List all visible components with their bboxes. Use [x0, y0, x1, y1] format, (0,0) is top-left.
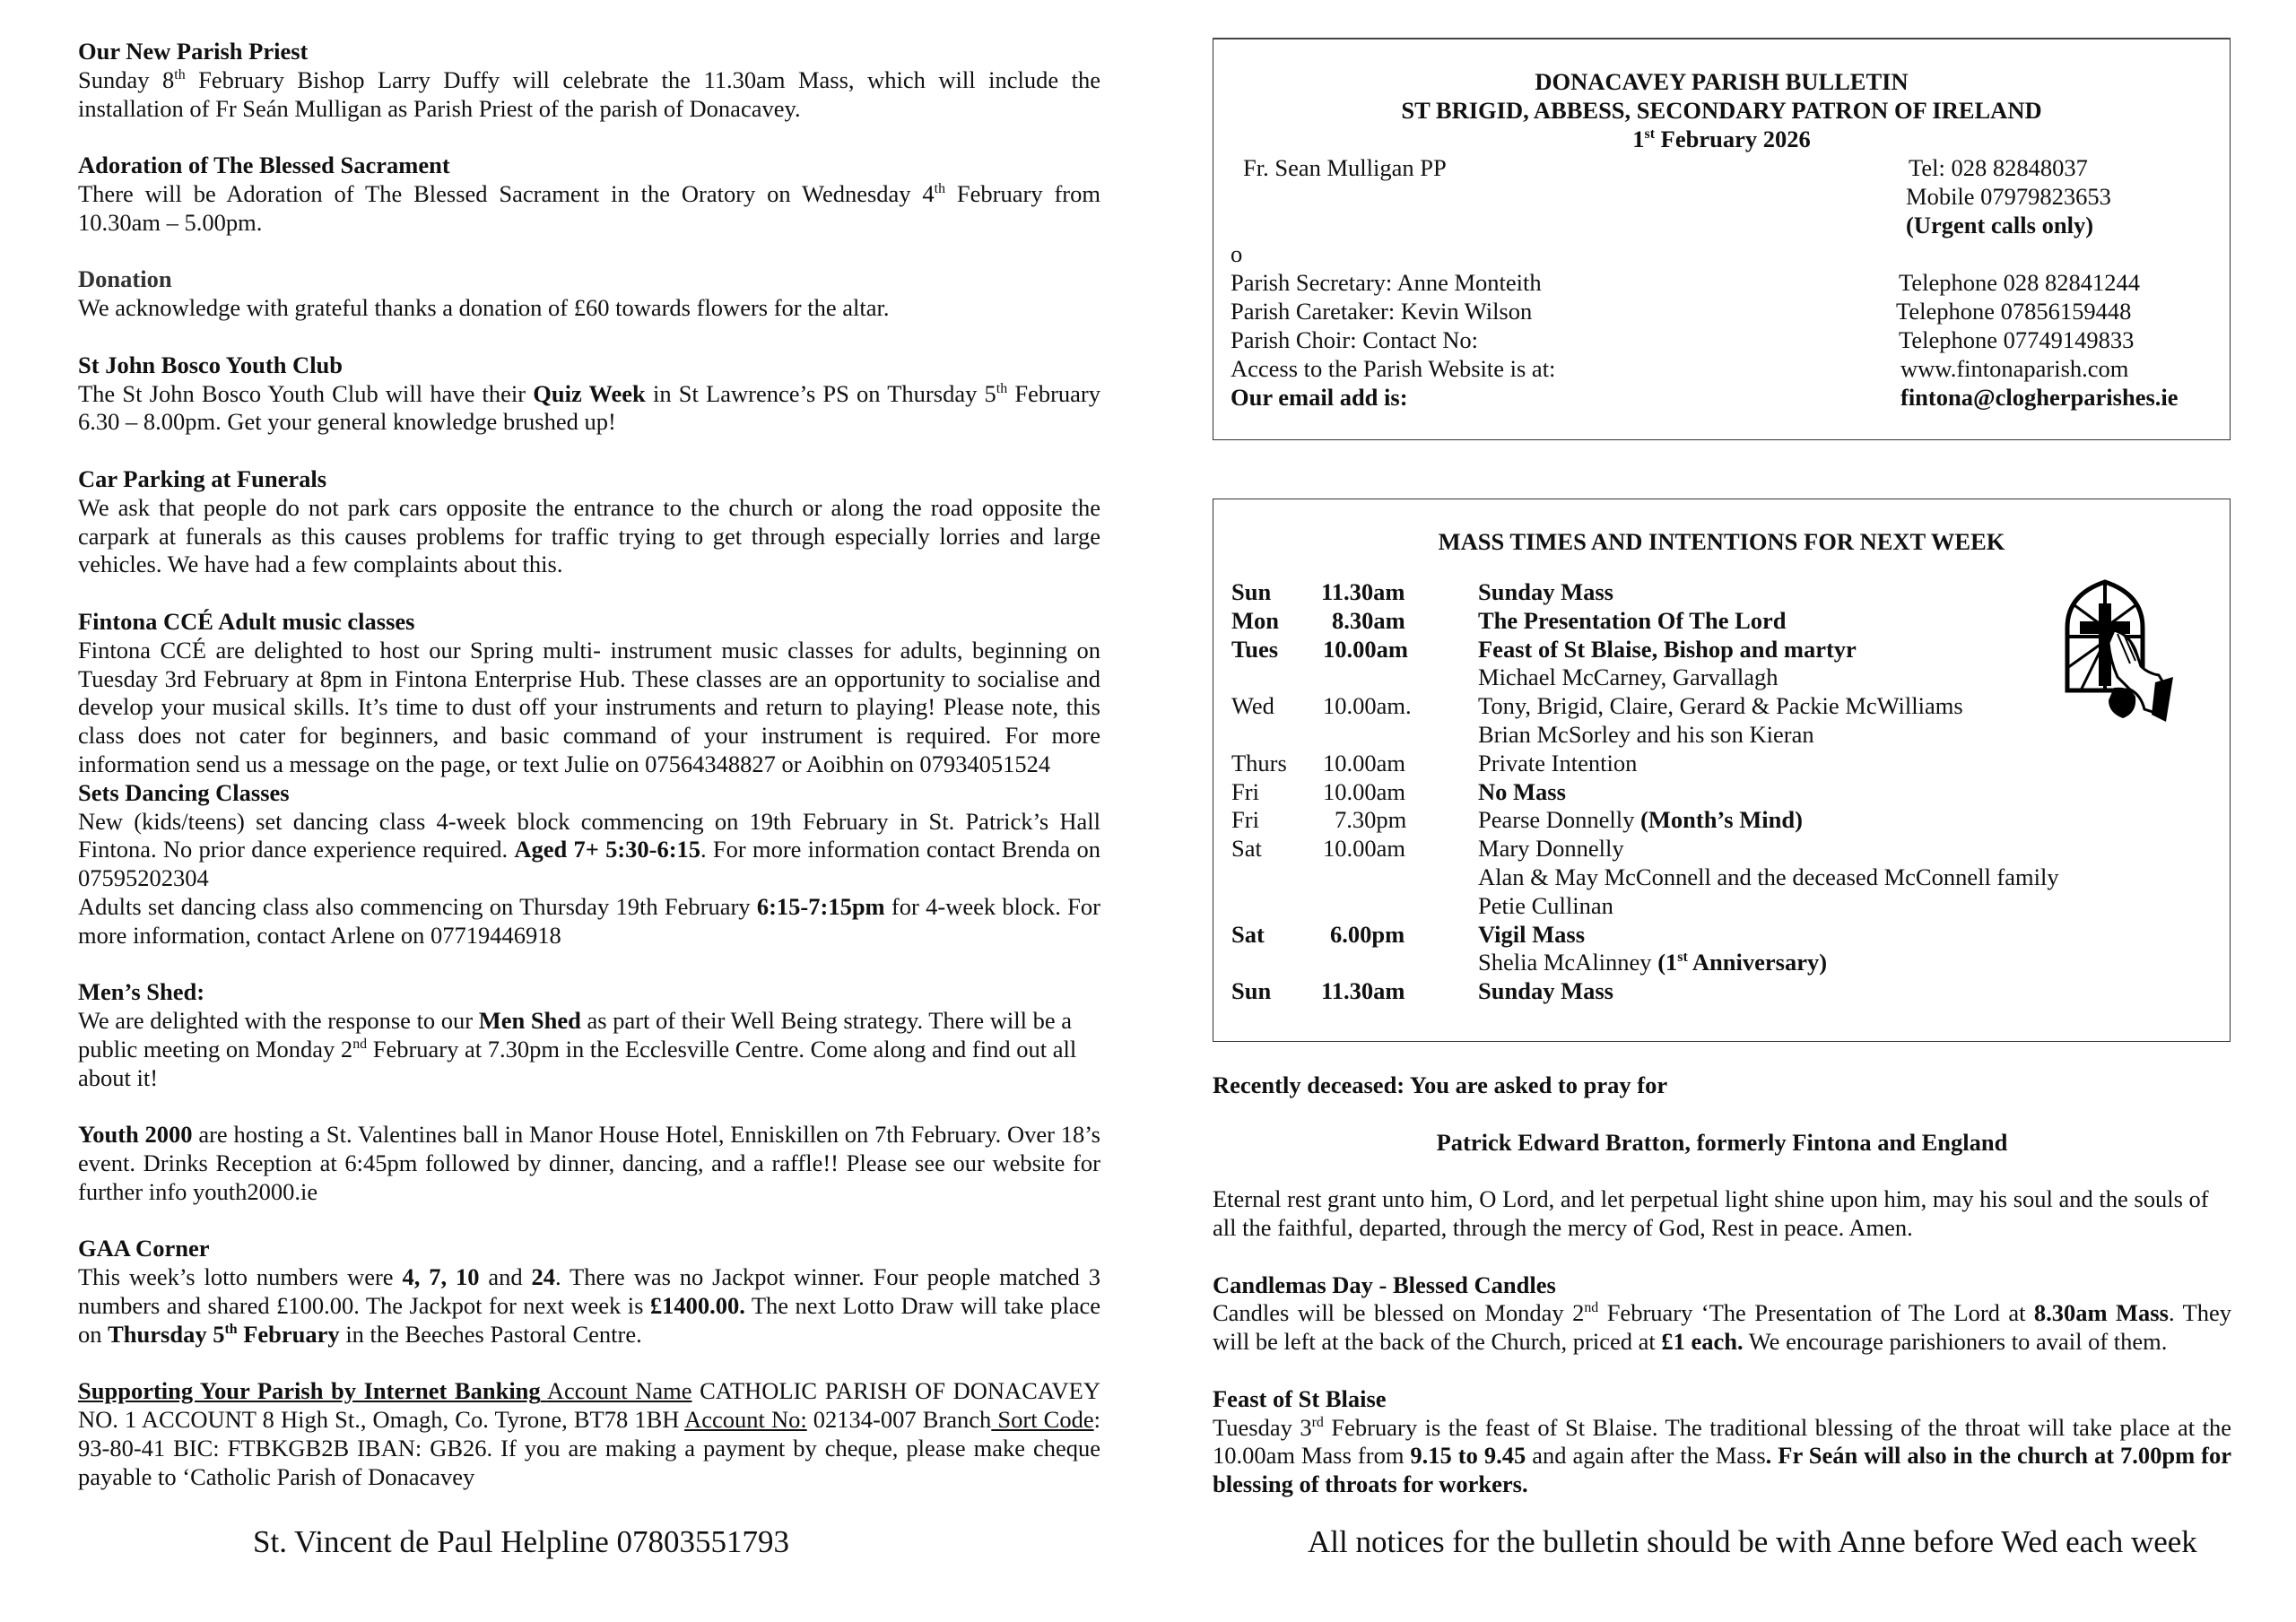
bold-text: Thursday 5 — [108, 1320, 225, 1348]
text: and — [479, 1263, 532, 1291]
mass-intention — [1478, 664, 1779, 692]
intention-text: Petie Cullinan — [1478, 891, 1613, 919]
bulletin-date — [1213, 126, 2230, 154]
ordinal-suffix: nd — [352, 1037, 368, 1053]
intention-note: Anniversary) — [1687, 949, 1828, 976]
intention-text: Feast of St Blaise, Bishop and martyr — [1478, 635, 1857, 663]
notice-adoration — [78, 152, 1100, 237]
intention-text: Michael McCarney, Garvallagh — [1478, 664, 1779, 691]
text: Sunday 8 — [78, 65, 175, 93]
intention-text: Tony, Brigid, Claire, Gerard & Packie McWilliams — [1478, 692, 1963, 720]
text: February 2026 — [1655, 126, 1811, 152]
notice-donation — [78, 265, 1100, 323]
notice-heading: Sets Dancing Classes — [78, 778, 290, 806]
intention-text: Mary Donnelly — [1478, 835, 1624, 863]
mass-day: Sat — [1231, 835, 1262, 863]
notice-new-parish-priest — [78, 38, 1100, 123]
notice-heading: Adoration of The Blessed Sacrament — [78, 152, 450, 179]
text: in the Beeches Pastoral Centre. — [339, 1320, 642, 1348]
notice-body — [1213, 1299, 2231, 1357]
notice-body — [78, 1007, 1100, 1092]
notice-car-parking — [78, 465, 1100, 579]
notice-internet-banking — [78, 1377, 1100, 1491]
bold-text: 6:15-7:15pm — [756, 892, 885, 920]
mass-times-title: MASS TIMES AND INTENTIONS FOR NEXT WEEK — [1438, 528, 2005, 555]
notice-heading: Fintona CCÉ Adult music classes — [78, 607, 415, 635]
deceased-heading: Recently deceased: You are asked to pray for — [1213, 1071, 1668, 1098]
notice-body — [78, 180, 1100, 238]
priest-name: Fr. Sean Mulligan PP — [1243, 154, 1447, 181]
mass-intention — [1478, 750, 1637, 778]
notice-heading: Supporting Your Parish by Internet Banking — [78, 1377, 541, 1405]
notice-body — [78, 66, 1100, 124]
ordinal-suffix: th — [996, 380, 1008, 396]
intention-text: Private Intention — [1478, 749, 1638, 776]
text: for 4-week block. For more information, contact Arlene on 07719446918 — [78, 892, 1100, 949]
notice-body: Fintona CCÉ are delighted to host our Spring multi- instrument music classes for adults, beginning on Tuesday 3rd February at 8pm in Fintona Enterprise Hub. These classes are an opportunity to socialise and develop your musical skills. It’s time to dust off your instruments and return to playing! Please note, this class does not cater for beginners, and basic command of your instrument is required. For more information send us a message on the page, or text Julie on 07564348827 or Aoibhin on 07934051524 — [78, 636, 1100, 777]
stray-character: o — [1231, 240, 1243, 267]
notice-heading: Donation — [78, 265, 172, 293]
bold-text: 4, 7, 10 — [402, 1263, 480, 1291]
contact-value: Telephone 07749149833 — [1899, 326, 2135, 353]
text: February ‘The Presentation of The Lord at — [1598, 1299, 2034, 1327]
mass-intention — [1478, 977, 1613, 1006]
bold-text: Quiz Week — [533, 379, 646, 407]
ordinal-suffix: th — [934, 181, 946, 197]
bold-text: £1 each. — [1661, 1328, 1744, 1356]
text: in St Lawrence’s PS on Thursday 5 — [645, 379, 996, 407]
intention-note: (Month’s Mind) — [1640, 806, 1803, 834]
text: . They will be left at the back of the Church, priced at — [1213, 1299, 2231, 1356]
text: February at 7.30pm in the Ecclesville Centre. Come along and find out all about it! — [78, 1035, 1077, 1091]
bold-text: Youth 2000 — [78, 1121, 193, 1149]
mass-day: Tues — [1231, 635, 1279, 663]
mass-time: 10.00am — [1323, 635, 1408, 663]
notice-st-blaise — [1213, 1385, 2231, 1499]
text: . There was no Jackpot winner. Four people matched 3 numbers and shared £100.00. The Jackpot for next week is — [78, 1263, 1100, 1320]
mass-times-box — [1213, 499, 2231, 1042]
text: Adults set dancing class also commencing on Thursday 19th February — [78, 892, 757, 920]
notice-mens-shed — [78, 978, 1100, 1092]
mass-time: 10.00am. — [1323, 692, 1412, 720]
mass-day: Fri — [1231, 806, 1259, 834]
mass-time: 11.30am — [1321, 977, 1405, 1005]
notice-body — [78, 1263, 1100, 1349]
notice-body — [1213, 1414, 2231, 1499]
ordinal-suffix: th — [224, 1322, 238, 1338]
intention-text: Shelia McAlinney — [1478, 949, 1658, 976]
mass-time: 11.30am — [1321, 578, 1405, 605]
intention-text: Vigil Mass — [1478, 920, 1586, 948]
ordinal-suffix: th — [174, 66, 186, 82]
bulletin-title: DONACAVEY PARISH BULLETIN — [1535, 68, 1909, 95]
mass-intention — [1478, 949, 1827, 977]
text: The St John Bosco Youth Club will have their — [78, 379, 534, 407]
notice-body — [78, 380, 1100, 438]
text: Candles will be blessed on Monday 2 — [1213, 1299, 1585, 1327]
notice-body: We acknowledge with grateful thanks a donation of £60 towards flowers for the altar. — [78, 294, 890, 322]
mass-day: Sun — [1231, 578, 1272, 605]
mass-day: Sun — [1231, 977, 1272, 1005]
church-window-cross-praying-hands-icon — [2058, 578, 2193, 731]
notice-youth-2000 — [78, 1121, 1100, 1206]
bold-text: 9.15 to 9.45 — [1410, 1442, 1526, 1470]
notice-heading: St John Bosco Youth Club — [78, 351, 344, 378]
notice-body — [78, 893, 1100, 950]
bold-text: £1400.00. — [649, 1292, 745, 1320]
email-label: Our email add is: — [1231, 384, 1408, 411]
notice-candlemas — [1213, 1271, 2231, 1357]
text: February 6.30 – 8.00pm. Get your general knowledge brushed up! — [78, 379, 1101, 436]
mass-intention — [1478, 835, 1624, 863]
bold-text: 24 — [531, 1263, 555, 1291]
bold-text: . Fr Seán will also in the church at 7.00pm for blessing of throats for workers. — [1213, 1442, 2232, 1498]
intention-text: Sunday Mass — [1478, 977, 1613, 1005]
intention-text: Pearse Donnelly — [1478, 806, 1641, 834]
text: CATHOLIC PARISH OF DONACAVEY NO. 1 ACCOUNT 8 High St., Omagh, Co. Tyrone, BT78 1BH — [78, 1377, 1100, 1434]
mass-day: Wed — [1231, 692, 1274, 720]
mass-time: 10.00am — [1323, 749, 1405, 776]
text: We are delighted with the response to our — [78, 1007, 479, 1035]
notice-heading: GAA Corner — [78, 1235, 210, 1262]
account-name-label: Account Name — [546, 1377, 692, 1405]
notice-cce-music — [78, 608, 1100, 779]
text: : 93-80-41 BIC: FTBKGB2B IBAN: GB26. If you are making a payment by cheque, please make cheque payable to ‘Catholic Parish of Donacavey — [78, 1406, 1100, 1490]
mass-intention — [1478, 636, 1857, 664]
notice-body — [78, 1377, 1100, 1491]
text: This week’s lotto numbers were — [78, 1263, 403, 1291]
contact-label: Access to the Parish Website is at: — [1231, 355, 1556, 382]
mass-time: 10.00am — [1323, 777, 1405, 805]
left-column — [78, 38, 1100, 1520]
priest-mobile: Mobile 07979823653 — [1906, 183, 2111, 210]
text: We encourage parishioners to avail of them. — [1743, 1328, 2168, 1356]
mass-intention — [1478, 578, 1613, 607]
bulletin-notices-footer: All notices for the bulletin should be with Anne before Wed each week — [1308, 1524, 2197, 1559]
notice-body — [78, 1121, 1100, 1206]
mass-intention — [1478, 607, 1787, 636]
bold-text: Men Shed — [478, 1007, 581, 1035]
mass-day: Sat — [1231, 920, 1265, 948]
mass-intention — [1478, 892, 1613, 921]
text: 1 — [1632, 126, 1645, 152]
mass-intention — [1478, 692, 1963, 721]
notice-heading: Feast of St Blaise — [1213, 1384, 1387, 1412]
intention-text: The Presentation Of The Lord — [1478, 606, 1787, 634]
mass-time: 10.00am — [1323, 835, 1405, 863]
bulletin-subtitle: ST BRIGID, ABBESS, SECONDARY PATRON OF IRELAND — [1401, 97, 2042, 124]
text: February is the feast of St Blaise. The traditional blessing of the throat will take place at the 10.00am Mass from — [1213, 1413, 2231, 1470]
text: as part of their Well Being strategy. There will be a public meeting on Monday 2 — [78, 1007, 1072, 1063]
bulletin-header-box — [1213, 39, 2231, 440]
notice-gaa-corner — [78, 1235, 1100, 1349]
contact-value: Telephone 028 82841244 — [1899, 269, 2140, 296]
mass-day: Fri — [1231, 777, 1259, 805]
mass-intention — [1478, 721, 1814, 750]
notice-heading: Men’s Shed: — [78, 978, 205, 1006]
bold-text: Aged 7+ 5:30-6:15 — [514, 836, 701, 863]
deceased-prayer: Eternal rest grant unto him, O Lord, and let perpetual light shine upon him, may his soul and the souls of all the faithful, departed, through the mercy of God, Rest in peace. Amen. — [1213, 1185, 2209, 1241]
mass-day: Mon — [1231, 606, 1279, 634]
ordinal-suffix: st — [1677, 950, 1688, 966]
notice-sets-dancing — [78, 779, 1100, 950]
svp-helpline-footer: St. Vincent de Paul Helpline 07803551793 — [253, 1524, 790, 1559]
bold-text: 8.30am Mass — [2033, 1299, 2169, 1327]
notice-heading: Our New Parish Priest — [78, 38, 309, 65]
text: February from 10.30am – 5.00pm. — [78, 179, 1100, 236]
contact-value: Telephone 07856159448 — [1896, 298, 2132, 325]
priest-tel: Tel: 028 82848037 — [1909, 154, 2088, 181]
mass-time: 8.30am — [1332, 606, 1405, 634]
deceased-name: Patrick Edward Bratton, formerly Fintona and England — [1436, 1128, 2008, 1156]
website-link[interactable]: www.fintonaparish.com — [1900, 355, 2129, 382]
mass-intention — [1478, 778, 1566, 807]
email-link[interactable]: fintona@clogherparishes.ie — [1900, 384, 2179, 411]
mass-intention — [1478, 863, 2059, 892]
text: Tuesday 3 — [1213, 1413, 1312, 1441]
notice-youth-club — [78, 351, 1100, 437]
account-no-label: Account No: — [684, 1406, 807, 1434]
ordinal-suffix: st — [1644, 126, 1656, 143]
intention-text: Sunday Mass — [1478, 578, 1613, 605]
text: are hosting a St. Valentines ball in Manor House Hotel, Enniskillen on 7th February. Over 18’s event. Drinks Reception at 6:45pm followed by dinner, dancing, and a raffle!! Please see our website for further info youth2000.ie — [78, 1121, 1100, 1205]
intention-note: (1 — [1657, 949, 1678, 976]
urgent-note: (Urgent calls only) — [1906, 212, 2094, 239]
text: . For more information contact Brenda on 07595202304 — [78, 836, 1100, 892]
bold-text: February — [237, 1320, 340, 1348]
ordinal-suffix: rd — [1311, 1414, 1324, 1430]
intention-text: Alan & May McConnell and the deceased McConnell family — [1478, 863, 2059, 890]
sort-code-label: Sort Code — [991, 1406, 1094, 1434]
notice-body — [78, 808, 1100, 893]
intention-text: Brian McSorley and his son Kieran — [1478, 721, 1814, 748]
notice-heading: Candlemas Day - Blessed Candles — [1213, 1271, 1556, 1298]
contact-label: Parish Caretaker: Kevin Wilson — [1231, 298, 1533, 325]
right-column-notices — [1213, 1071, 2231, 1528]
intention-text: No Mass — [1478, 777, 1566, 805]
text: There will be Adoration of The Blessed Sacrament in the Oratory on Wednesday 4 — [78, 179, 935, 207]
contact-label: Parish Secretary: Anne Monteith — [1231, 269, 1542, 296]
text: The next Lotto Draw will take place on — [78, 1292, 1100, 1348]
ordinal-suffix: nd — [1584, 1300, 1599, 1316]
text: New (kids/teens) set dancing class 4-week block commencing on 19th February in St. Patrick’s Hall Fintona. No prior dance experience required. — [78, 807, 1100, 863]
mass-intention — [1478, 806, 1803, 835]
mass-day: Thurs — [1231, 749, 1287, 776]
notice-body: We ask that people do not park cars opposite the entrance to the church or along the road opposite the carpark at funerals as this causes problems for traffic trying to get through especially lorries and large vehicles. We have had a few complaints about this. — [78, 493, 1100, 578]
notice-heading: Car Parking at Funerals — [78, 464, 327, 492]
text: 02134-007 Branch — [806, 1406, 992, 1434]
mass-time: 7.30pm — [1335, 806, 1407, 834]
mass-intention — [1478, 921, 1585, 950]
text: and again after the Mass — [1526, 1442, 1766, 1470]
text: February Bishop Larry Duffy will celebrate the 11.30am Mass, which will include the installation of Fr Seán Mulligan as Parish Priest of the parish of Donacavey. — [78, 65, 1100, 122]
mass-time: 6.00pm — [1330, 920, 1405, 948]
contact-label: Parish Choir: Contact No: — [1231, 326, 1479, 353]
